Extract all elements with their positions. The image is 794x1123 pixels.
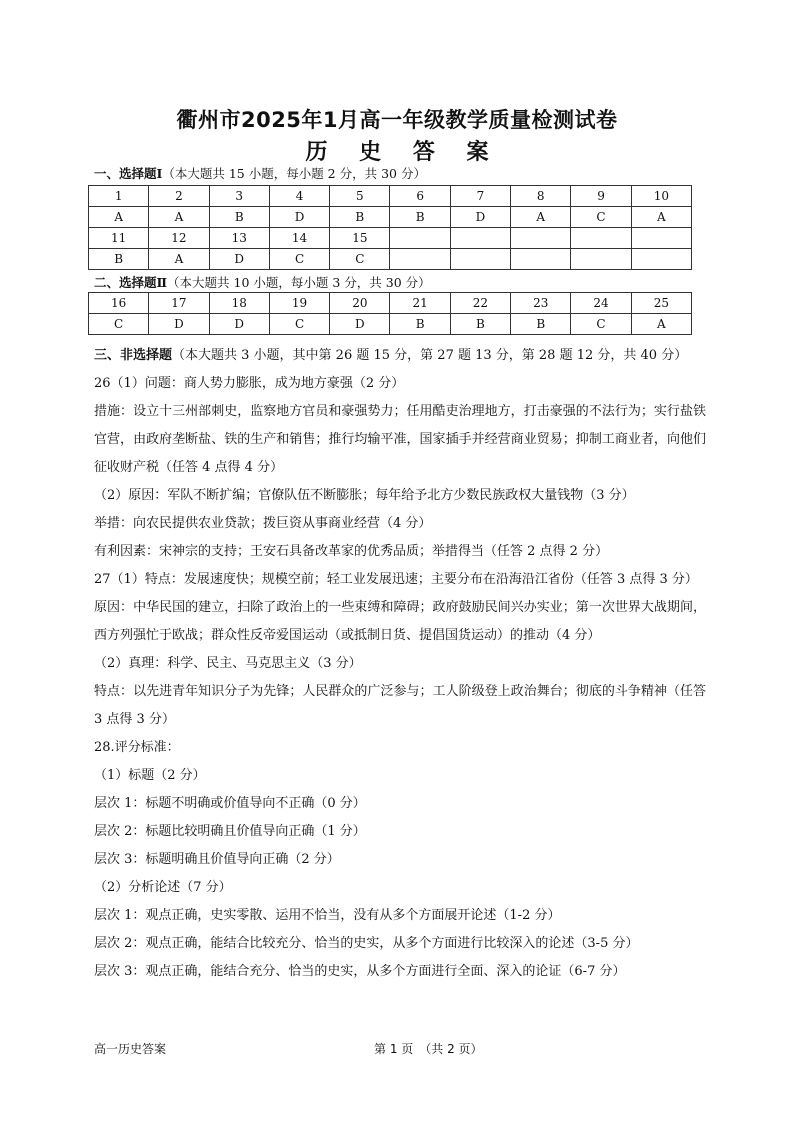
section1-answer-table — [88, 185, 692, 270]
section1-cell — [390, 228, 450, 249]
section2-cell: D — [209, 314, 269, 335]
answer-paragraph: （1）标题（2 分） — [94, 768, 206, 783]
section1-cell: 3 — [209, 186, 269, 207]
section1-cell: 15 — [330, 228, 390, 249]
section1-cell — [450, 228, 510, 249]
answer-paragraph: 特点：以先进青年知识分子为先锋；人民群众的广泛参与；工人阶级登上政治舞台；彻底的斗争精神（任答 3 点得 3 分） — [94, 684, 706, 727]
document-title: 衢州市2025年1月高一年级教学质量检测试卷 — [176, 108, 618, 132]
section1-cell: 11 — [89, 228, 149, 249]
section2-cell: C — [269, 314, 329, 335]
section2-cell: A — [631, 314, 691, 335]
footer-left: 高一历史答案 — [94, 1042, 167, 1056]
answer-paragraph: 层次 2：标题比较明确且价值导向正确（1 分） — [94, 824, 366, 839]
section1-cell: C — [571, 207, 631, 228]
section1-cell: 2 — [149, 186, 209, 207]
section1-row — [89, 228, 692, 249]
section2-row — [89, 293, 692, 314]
section1-cell — [571, 228, 631, 249]
section1-cell: 12 — [149, 228, 209, 249]
section1-cell: 8 — [511, 186, 571, 207]
section3-note: （本大题共 3 小题，其中第 26 题 15 分，第 27 题 13 分，第 28 题 12 分，共 40 分） — [172, 348, 688, 363]
answer-paragraph: 27（1）特点：发展速度快；规模空前；轻工业发展迅速；主要分布在沿海沿江省份（任答 3 点得 3 分） — [94, 572, 698, 587]
section1-cell: 13 — [209, 228, 269, 249]
section2-cell: 22 — [450, 293, 510, 314]
section1-cell — [631, 228, 691, 249]
section1-row — [89, 186, 692, 207]
answer-paragraph: 层次 3：观点正确，能结合充分、恰当的史实，从多个方面进行全面、深入的论证（6-7 分） — [94, 964, 626, 979]
section1-cell: B — [390, 207, 450, 228]
section1-cell — [511, 228, 571, 249]
section1-cell: D — [450, 207, 510, 228]
answer-paragraph: （2）真理：科学、民主、马克思主义（3 分） — [94, 656, 362, 671]
section1-cell — [571, 249, 631, 270]
section2-cell: 23 — [511, 293, 571, 314]
section2-cell: 18 — [209, 293, 269, 314]
section1-cell: A — [149, 207, 209, 228]
section2-cell: 21 — [390, 293, 450, 314]
section1-cell: A — [631, 207, 691, 228]
section2-cell: B — [511, 314, 571, 335]
section1-cell: 14 — [269, 228, 329, 249]
section1-row — [89, 207, 692, 228]
answer-paragraph: （2）分析论述（7 分） — [94, 880, 232, 895]
answer-paragraph: 有利因素：宋神宗的支持；王安石具备改革家的优秀品质；举措得当（任答 2 点得 2 分） — [94, 544, 609, 559]
section1-cell: 4 — [269, 186, 329, 207]
section1-cell: D — [209, 249, 269, 270]
section1-cell: A — [149, 249, 209, 270]
section2-cell: 17 — [149, 293, 209, 314]
answer-paragraph: 层次 1：标题不明确或价值导向不正确（0 分） — [94, 796, 366, 811]
section1-cell: 5 — [330, 186, 390, 207]
answer-paragraph: 26（1）问题：商人势力膨胀，成为地方豪强（2 分） — [94, 376, 405, 391]
section2-cell: 24 — [571, 293, 631, 314]
section2-cell: 16 — [89, 293, 149, 314]
section2-cell: C — [571, 314, 631, 335]
section1-cell: 10 — [631, 186, 691, 207]
section1-cell: B — [209, 207, 269, 228]
section2-answer-table — [88, 292, 692, 335]
answer-paragraph: （2）原因：军队不断扩编；官僚队伍不断膨胀；每年给予北方少数民族政权大量钱物（3 分） — [94, 488, 635, 503]
section3-label: 三、非选择题 — [94, 348, 173, 363]
section1-note: （本大题共 15 小题，每小题 2 分，共 30 分） — [162, 166, 426, 181]
answer-paragraph: 原因：中华民国的建立，扫除了政治上的一些束缚和障碍；政府鼓励民间兴办实业；第一次世界大战期间，西方列强忙于欧战；群众性反帝爱国运动（或抵制日货、提倡国货运动）的推动（4 分） — [94, 600, 706, 643]
section1-cell: 6 — [390, 186, 450, 207]
section2-cell: C — [89, 314, 149, 335]
answer-paragraph: 层次 3：标题明确且价值导向正确（2 分） — [94, 852, 340, 867]
section1-row — [89, 249, 692, 270]
section1-cell: B — [89, 249, 149, 270]
section2-cell: 20 — [330, 293, 390, 314]
section1-cell: A — [89, 207, 149, 228]
section2-cell: B — [390, 314, 450, 335]
section2-heading — [94, 273, 431, 291]
answer-body — [94, 342, 706, 986]
answer-paragraph: 28.评分标准： — [94, 740, 180, 755]
section1-cell: 9 — [571, 186, 631, 207]
answer-paragraph: 举措：向农民提供农业贷款；拨巨资从事商业经营（4 分） — [94, 516, 432, 531]
section1-cell: 1 — [89, 186, 149, 207]
answer-paragraph: 措施：设立十三州部刺史，监察地方官员和豪强势力；任用酷吏治理地方，打击豪强的不法行为；实行盐铁官营，由政府垄断盐、铁的生产和销售；推行均输平准，国家插手并经营商业贸易；抑制工商业者，向他们征收财产税（任答 4 点得 4 分） — [94, 404, 706, 475]
section2-row — [89, 314, 692, 335]
section1-cell — [631, 249, 691, 270]
section3-heading — [94, 342, 706, 370]
section2-label: 二、选择题Ⅱ — [94, 275, 168, 290]
section1-cell — [450, 249, 510, 270]
document-subtitle: 历 史 答 案 — [305, 140, 501, 165]
section2-cell: 19 — [269, 293, 329, 314]
section2-cell: 25 — [631, 293, 691, 314]
section1-cell — [390, 249, 450, 270]
section1-heading — [94, 164, 426, 182]
section1-cell: C — [269, 249, 329, 270]
section1-cell: C — [330, 249, 390, 270]
section1-cell: A — [511, 207, 571, 228]
answer-paragraph: 层次 2：观点正确，能结合比较充分、恰当的史实，从多个方面进行比较深入的论述（3-5 分） — [94, 936, 639, 951]
section2-cell: D — [330, 314, 390, 335]
section2-note: （本大题共 10 小题，每小题 3 分，共 30 分） — [167, 275, 431, 290]
section1-cell: 7 — [450, 186, 510, 207]
section1-cell: B — [330, 207, 390, 228]
section2-cell: D — [149, 314, 209, 335]
section1-label: 一、选择题Ⅰ — [94, 166, 163, 181]
section2-cell: B — [450, 314, 510, 335]
section1-cell: D — [269, 207, 329, 228]
footer-page-number: 第 1 页 （共 2 页） — [374, 1042, 483, 1056]
answer-paragraph: 层次 1：观点正确，史实零散、运用不恰当，没有从多个方面展开论述（1-2 分） — [94, 908, 561, 923]
section1-cell — [511, 249, 571, 270]
